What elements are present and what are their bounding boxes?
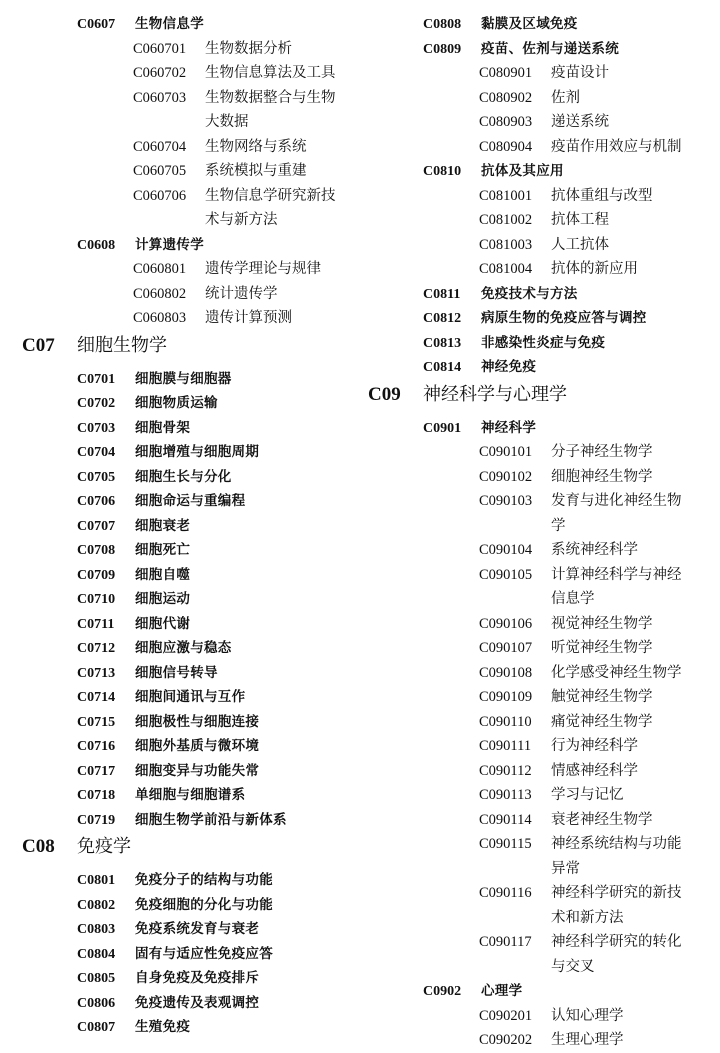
discipline-heading bbox=[368, 380, 713, 416]
subdiscipline-entry bbox=[423, 979, 713, 1004]
entry-name: 抗体工程 bbox=[551, 212, 609, 228]
entry-code: C0715 bbox=[77, 714, 116, 730]
topic-entry bbox=[133, 306, 362, 331]
topic-entry bbox=[479, 759, 713, 784]
topic-entry bbox=[479, 61, 713, 86]
topic-entry bbox=[133, 282, 362, 307]
entry-name: 生物网络与系统 bbox=[205, 138, 307, 155]
entry-code: C081004 bbox=[479, 261, 533, 277]
topic-entry bbox=[479, 538, 713, 563]
subdiscipline-entry bbox=[77, 514, 362, 539]
entry-code: C060704 bbox=[133, 138, 187, 155]
entry-code: C060801 bbox=[133, 261, 187, 277]
entry-code: C0704 bbox=[77, 445, 116, 460]
topic-entry bbox=[479, 563, 713, 612]
entry-name: 细胞生长与分化 bbox=[135, 468, 232, 485]
entry-name: 疫苗设计 bbox=[551, 65, 609, 81]
entry-name: 细胞变异与功能失常 bbox=[135, 762, 260, 779]
entry-code: C0608 bbox=[77, 237, 116, 253]
subdiscipline-entry bbox=[77, 783, 362, 808]
subdiscipline-entry bbox=[77, 465, 362, 490]
entry-name: 生理心理学 bbox=[551, 1032, 624, 1048]
discipline-heading bbox=[22, 832, 362, 868]
entry-name: 免疫学 bbox=[77, 836, 131, 857]
entry-code: C090107 bbox=[479, 640, 533, 656]
entry-code: C090105 bbox=[479, 566, 533, 583]
entry-name: 遗传计算预测 bbox=[205, 310, 292, 326]
entry-code: C090106 bbox=[479, 615, 533, 632]
entry-code: C060803 bbox=[133, 310, 187, 326]
subdiscipline-entry bbox=[77, 734, 362, 759]
entry-code: C08 bbox=[22, 836, 55, 857]
entry-code: C090111 bbox=[479, 738, 532, 754]
entry-code: C0809 bbox=[423, 41, 462, 57]
entry-code: C080903 bbox=[479, 114, 533, 130]
entry-name: 生殖免疫 bbox=[135, 1019, 191, 1035]
entry-name: 计算遗传学 bbox=[135, 236, 204, 253]
entry-name: 递送系统 bbox=[551, 114, 609, 130]
entry-name: 免疫细胞的分化与功能 bbox=[135, 896, 273, 913]
entry-name: 固有与适应性免疫应答 bbox=[135, 945, 273, 962]
entry-name: 免疫分子的结构与功能 bbox=[135, 872, 273, 888]
entry-code: C080901 bbox=[479, 65, 533, 81]
entry-name: 心理学 bbox=[481, 983, 523, 999]
subdiscipline-entry bbox=[77, 991, 362, 1016]
subdiscipline-entry bbox=[77, 440, 362, 465]
left-column bbox=[22, 12, 362, 1040]
topic-entry bbox=[479, 86, 713, 111]
subdiscipline-entry bbox=[423, 282, 713, 307]
entry-code: C060802 bbox=[133, 285, 187, 302]
entry-code: C060701 bbox=[133, 40, 187, 57]
entry-name: 抗体重组与改型 bbox=[551, 187, 653, 204]
entry-name: 自身免疫及免疫排斥 bbox=[135, 970, 260, 986]
entry-name: 系统神经科学 bbox=[551, 542, 638, 558]
subdiscipline-entry bbox=[77, 868, 362, 893]
entry-name: 疫苗作用效应与机制 bbox=[551, 138, 682, 155]
subdiscipline-entry bbox=[77, 391, 362, 416]
entry-code: C0803 bbox=[77, 922, 116, 937]
subdiscipline-entry bbox=[423, 416, 713, 441]
subdiscipline-entry bbox=[77, 12, 362, 37]
entry-code: C0807 bbox=[77, 1020, 116, 1035]
topic-entry bbox=[479, 636, 713, 661]
entry-name: 神经系统结构与功能异常 bbox=[551, 836, 682, 877]
subdiscipline-entry bbox=[423, 159, 713, 184]
entry-name: 抗体及其应用 bbox=[481, 163, 564, 179]
topic-entry bbox=[479, 832, 713, 881]
entry-code: C0812 bbox=[423, 311, 462, 326]
topic-entry bbox=[479, 489, 713, 538]
entry-code: C0802 bbox=[77, 897, 116, 913]
entry-name: 计算神经科学与神经信息学 bbox=[551, 566, 682, 607]
entry-code: C0805 bbox=[77, 971, 116, 986]
entry-name: 免疫遗传及表观调控 bbox=[135, 994, 260, 1011]
entry-name: 情感神经科学 bbox=[551, 762, 638, 779]
entry-name: 细胞膜与细胞器 bbox=[135, 370, 232, 387]
entry-code: C0711 bbox=[77, 616, 115, 632]
entry-code: C090116 bbox=[479, 885, 532, 901]
entry-code: C081001 bbox=[479, 187, 533, 204]
entry-name: 系统模拟与重建 bbox=[205, 163, 307, 179]
topic-entry bbox=[133, 159, 362, 184]
entry-code: C07 bbox=[22, 334, 55, 356]
topic-entry bbox=[133, 257, 362, 282]
entry-code: C090108 bbox=[479, 664, 533, 681]
topic-entry bbox=[133, 135, 362, 160]
topic-entry bbox=[133, 61, 362, 86]
entry-name: 遗传学理论与规律 bbox=[205, 261, 321, 277]
entry-name: 非感染性炎症与免疫 bbox=[481, 334, 606, 351]
entry-name: 神经科学研究的转化与交叉 bbox=[551, 934, 682, 975]
entry-code: C0607 bbox=[77, 17, 116, 32]
entry-name: 病原生物的免疫应答与调控 bbox=[481, 310, 647, 326]
topic-entry bbox=[479, 1028, 713, 1053]
entry-name: 生物信息学研究新技术与新方法 bbox=[205, 187, 336, 228]
entry-code: C0709 bbox=[77, 567, 116, 583]
entry-name: 细胞衰老 bbox=[135, 517, 191, 534]
entry-name: 细胞物质运输 bbox=[135, 395, 218, 411]
entry-name: 听觉神经生物学 bbox=[551, 640, 653, 656]
subdiscipline-entry bbox=[77, 808, 362, 833]
entry-code: C0702 bbox=[77, 396, 116, 411]
subdiscipline-entry bbox=[77, 710, 362, 735]
entry-code: C0804 bbox=[77, 946, 116, 962]
entry-name: 疫苗、佐剂与递送系统 bbox=[481, 40, 619, 57]
entry-code: C0714 bbox=[77, 690, 116, 705]
topic-entry bbox=[479, 257, 713, 282]
subdiscipline-entry bbox=[77, 367, 362, 392]
subdiscipline-entry bbox=[77, 917, 362, 942]
entry-code: C0902 bbox=[423, 984, 462, 999]
topic-entry bbox=[479, 612, 713, 637]
entry-code: C090114 bbox=[479, 811, 532, 828]
entry-code: C0703 bbox=[77, 420, 116, 436]
entry-name: 生物信息算法及工具 bbox=[205, 65, 336, 81]
entry-code: C0811 bbox=[423, 286, 461, 302]
subdiscipline-entry bbox=[77, 416, 362, 441]
entry-name: 抗体的新应用 bbox=[551, 261, 638, 277]
entry-name: 细胞外基质与微环境 bbox=[135, 738, 260, 754]
topic-entry bbox=[133, 86, 362, 135]
subdiscipline-entry bbox=[423, 12, 713, 37]
entry-name: 细胞命运与重编程 bbox=[135, 493, 246, 509]
entry-name: 统计遗传学 bbox=[205, 285, 278, 302]
entry-code: C0801 bbox=[77, 873, 116, 888]
topic-entry bbox=[479, 110, 713, 135]
entry-name: 细胞应激与稳态 bbox=[135, 640, 232, 656]
subdiscipline-entry bbox=[77, 587, 362, 612]
topic-entry bbox=[479, 233, 713, 258]
entry-name: 细胞死亡 bbox=[135, 542, 191, 558]
topic-entry bbox=[479, 440, 713, 465]
entry-name: 单细胞与细胞谱系 bbox=[135, 787, 246, 803]
entry-code: C0706 bbox=[77, 494, 116, 509]
entry-name: 神经免疫 bbox=[481, 359, 537, 375]
subdiscipline-entry bbox=[77, 563, 362, 588]
entry-name: 学习与记忆 bbox=[551, 787, 624, 803]
entry-name: 细胞代谢 bbox=[135, 615, 191, 632]
entry-name: 化学感受神经生物学 bbox=[551, 664, 682, 681]
entry-name: 佐剂 bbox=[551, 89, 580, 106]
entry-code: C0806 bbox=[77, 995, 116, 1011]
entry-code: C081003 bbox=[479, 236, 533, 253]
subdiscipline-entry bbox=[423, 355, 713, 380]
entry-name: 视觉神经生物学 bbox=[551, 615, 653, 632]
entry-name: 细胞运动 bbox=[135, 591, 191, 607]
entry-name: 黏膜及区域免疫 bbox=[481, 16, 578, 32]
entry-name: 细胞信号转导 bbox=[135, 664, 218, 681]
subdiscipline-entry bbox=[77, 966, 362, 991]
entry-code: C060705 bbox=[133, 163, 187, 179]
entry-name: 细胞骨架 bbox=[135, 419, 191, 436]
entry-name: 行为神经科学 bbox=[551, 738, 638, 754]
right-column bbox=[368, 12, 713, 1053]
subdiscipline-entry bbox=[423, 37, 713, 62]
subdiscipline-entry bbox=[77, 759, 362, 784]
entry-code: C090113 bbox=[479, 787, 532, 803]
subdiscipline-entry bbox=[423, 331, 713, 356]
entry-name: 细胞增殖与细胞周期 bbox=[135, 444, 260, 460]
entry-name: 人工抗体 bbox=[551, 236, 609, 253]
entry-code: C090109 bbox=[479, 689, 533, 705]
entry-name: 触觉神经生物学 bbox=[551, 689, 653, 705]
entry-name: 细胞间通讯与互作 bbox=[135, 689, 246, 705]
topic-entry bbox=[133, 37, 362, 62]
entry-code: C060702 bbox=[133, 65, 187, 81]
entry-code: C0810 bbox=[423, 164, 462, 179]
entry-name: 免疫系统发育与衰老 bbox=[135, 921, 260, 937]
entry-name: 生物数据分析 bbox=[205, 40, 292, 57]
entry-name: 神经科学与心理学 bbox=[423, 383, 567, 405]
entry-name: 衰老神经生物学 bbox=[551, 811, 653, 828]
subdiscipline-entry bbox=[77, 233, 362, 258]
topic-entry bbox=[479, 184, 713, 209]
entry-name: 神经科学研究的新技术和新方法 bbox=[551, 885, 682, 926]
entry-code: C0719 bbox=[77, 812, 116, 828]
entry-name: 细胞神经生物学 bbox=[551, 468, 653, 485]
entry-code: C080902 bbox=[479, 89, 533, 106]
entry-name: 认知心理学 bbox=[551, 1007, 624, 1024]
entry-code: C090103 bbox=[479, 493, 533, 509]
topic-entry bbox=[479, 783, 713, 808]
entry-code: C09 bbox=[368, 383, 401, 405]
entry-code: C0808 bbox=[423, 17, 462, 32]
topic-entry bbox=[479, 465, 713, 490]
entry-name: 分子神经生物学 bbox=[551, 444, 653, 460]
topic-entry bbox=[479, 1004, 713, 1029]
entry-name: 细胞生物学 bbox=[77, 334, 167, 356]
entry-code: C0701 bbox=[77, 371, 116, 387]
entry-name: 神经科学 bbox=[481, 419, 537, 436]
entry-code: C081002 bbox=[479, 212, 533, 228]
entry-code: C090110 bbox=[479, 713, 532, 730]
topic-entry bbox=[479, 930, 713, 979]
subdiscipline-entry bbox=[77, 685, 362, 710]
entry-code: C090201 bbox=[479, 1007, 533, 1024]
entry-code: C0901 bbox=[423, 420, 462, 436]
topic-entry bbox=[479, 881, 713, 930]
topic-entry bbox=[479, 685, 713, 710]
subdiscipline-entry bbox=[77, 893, 362, 918]
topic-entry bbox=[479, 734, 713, 759]
entry-code: C0813 bbox=[423, 335, 462, 351]
entry-code: C090104 bbox=[479, 542, 533, 558]
entry-code: C0710 bbox=[77, 592, 116, 607]
subdiscipline-entry bbox=[77, 489, 362, 514]
topic-entry bbox=[479, 808, 713, 833]
subdiscipline-entry bbox=[77, 1015, 362, 1040]
entry-code: C090117 bbox=[479, 934, 532, 950]
subdiscipline-entry bbox=[423, 306, 713, 331]
topic-entry bbox=[479, 208, 713, 233]
entry-code: C060703 bbox=[133, 89, 187, 106]
subdiscipline-entry bbox=[77, 661, 362, 686]
entry-code: C0712 bbox=[77, 641, 116, 656]
entry-code: C0708 bbox=[77, 543, 116, 558]
entry-code: C0814 bbox=[423, 360, 462, 375]
entry-name: 痛觉神经生物学 bbox=[551, 713, 653, 730]
subdiscipline-entry bbox=[77, 942, 362, 967]
entry-code: C080904 bbox=[479, 138, 533, 155]
entry-name: 生物数据整合与生物大数据 bbox=[205, 89, 336, 130]
entry-name: 免疫技术与方法 bbox=[481, 285, 578, 302]
topic-entry bbox=[133, 184, 362, 233]
entry-code: C090112 bbox=[479, 762, 532, 779]
entry-code: C090202 bbox=[479, 1032, 533, 1048]
entry-code: C060706 bbox=[133, 187, 187, 204]
entry-name: 细胞自噬 bbox=[135, 566, 191, 583]
entry-code: C0707 bbox=[77, 518, 116, 534]
entry-code: C0717 bbox=[77, 763, 116, 779]
entry-name: 细胞生物学前沿与新体系 bbox=[135, 811, 287, 828]
entry-name: 发育与进化神经生物学 bbox=[551, 493, 682, 534]
entry-name: 生物信息学 bbox=[135, 16, 204, 32]
discipline-heading bbox=[22, 331, 362, 367]
entry-code: C090102 bbox=[479, 468, 533, 485]
entry-code: C0705 bbox=[77, 469, 116, 485]
subdiscipline-entry bbox=[77, 636, 362, 661]
entry-code: C090115 bbox=[479, 836, 532, 852]
entry-code: C0716 bbox=[77, 739, 116, 754]
entry-code: C0718 bbox=[77, 788, 116, 803]
entry-name: 细胞极性与细胞连接 bbox=[135, 713, 260, 730]
topic-entry bbox=[479, 710, 713, 735]
entry-code: C090101 bbox=[479, 444, 533, 460]
topic-entry bbox=[479, 661, 713, 686]
subdiscipline-entry bbox=[77, 538, 362, 563]
topic-entry bbox=[479, 135, 713, 160]
entry-code: C0713 bbox=[77, 665, 116, 681]
subdiscipline-entry bbox=[77, 612, 362, 637]
